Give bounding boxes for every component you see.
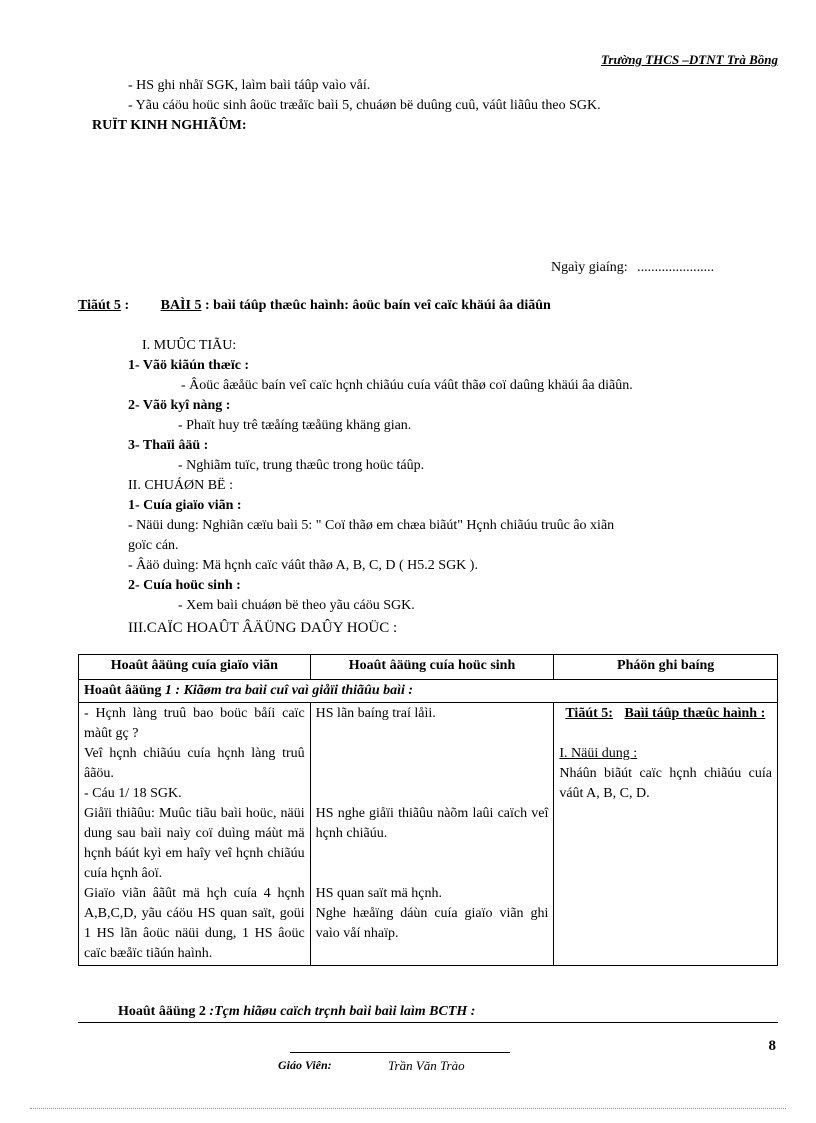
school-header: Trường THCS –DTNT Trà Bồng bbox=[600, 52, 778, 67]
gb-noi-dung: I. Näüi dung : bbox=[559, 746, 638, 761]
thai-do-text: - Nghiãm tuïc, trung thæûc trong hoüc táûp. bbox=[178, 458, 425, 473]
signature-line bbox=[290, 1052, 510, 1053]
chuan-bi-heading: II. CHUÁØN BË : bbox=[128, 478, 233, 493]
teacher-label: Giáo Viên: bbox=[278, 1058, 332, 1072]
activity-1-content-row bbox=[79, 703, 778, 966]
ghi-bang-column bbox=[554, 703, 778, 966]
hs-column bbox=[310, 703, 554, 966]
page-number: 8 bbox=[768, 1038, 776, 1054]
activity-table bbox=[78, 654, 778, 966]
do-dung-text: - Âäö duìng: Mä hçnh caïc váût thãø A, B, C, D ( H5.2 SGK ). bbox=[128, 558, 478, 573]
lesson-title bbox=[78, 296, 551, 316]
ngay-giang-text: Ngaìy giaíng: bbox=[551, 260, 628, 275]
cua-hs-heading: 2- Cuía hoüc sinh : bbox=[128, 578, 241, 593]
muc-tieu-heading: I. MUÛC TIÃU: bbox=[142, 338, 237, 353]
lesson-tiet: Tiãút 5 bbox=[78, 298, 121, 313]
lesson-title-text: : baìi táûp thæûc haình: âoüc baín veî caïc khäúi âa diãûn bbox=[204, 298, 551, 313]
tien-trinh-heading: III.CAÏC HOAÛT ÂÄÜNG DAÛY HOÜC : bbox=[128, 620, 398, 636]
rut-kinh-nghiem-heading: RUÏT KINH NGHIÃÛM: bbox=[92, 118, 247, 133]
hs-item-3: HS quan saït mä hçnh. bbox=[315, 886, 443, 901]
activity-1-desc: 1 : Kiãøm tra baìi cuî vaì giåïi thiãûu baìi : bbox=[164, 683, 414, 698]
gv-item-2: Veî hçnh chiãúu cuía hçnh làng truû âãöu. bbox=[84, 746, 305, 781]
gb-title: Baìi táûp thæûc haình : bbox=[624, 706, 766, 721]
gb-text: Nháûn biãút caïc hçnh chiãúu cuía váût A, B, C, D. bbox=[559, 766, 772, 801]
gv-item-3: - Cáu 1/ 18 SGK. bbox=[84, 786, 182, 801]
hs-item-4: Nghe hæåïng dáùn cuía giaïo viãn ghi vaìo våí nhaïp. bbox=[315, 906, 549, 941]
activity-2-desc: :Tçm hiãøu caïch trçnh baìi baìi laìm BCTH : bbox=[209, 1004, 476, 1019]
activity-1-label: Hoaût âäüng bbox=[84, 683, 162, 698]
kien-thuc-heading: 1- Vãö kiãún thæïc : bbox=[128, 358, 250, 373]
cua-hs-text: - Xem baìi chuáøn bë theo yãu cáöu SGK. bbox=[178, 598, 415, 613]
noi-dung-line-1: - Näüi dung: Nghiãn cæïu baìi 5: " Coï thãø em chæa biãút" Hçnh chiãúu truûc âo xiãn bbox=[128, 518, 615, 533]
hs-item-1: HS lãn baíng traí låìi. bbox=[315, 706, 436, 721]
thai-do-heading: 3- Thaïi âäü : bbox=[128, 438, 209, 453]
table-header-row bbox=[79, 655, 778, 680]
hs-item-2: HS nghe giåïi thiãûu nàõm laûi caïch veî hçnh chiãúu. bbox=[315, 806, 549, 841]
gv-item-1: - Hçnh làng truû bao boüc båíi caïc màût gç ? bbox=[84, 706, 305, 741]
ky-nang-heading: 2- Vãö kyî nàng : bbox=[128, 398, 231, 413]
activity-2-label: Hoaût âäüng 2 bbox=[118, 1004, 206, 1019]
lesson-bai: BAÌI 5 bbox=[160, 298, 202, 313]
page-edge bbox=[30, 1108, 786, 1109]
header-hs: Hoaût âäüng cuía hoüc sinh bbox=[310, 655, 554, 680]
ky-nang-text: - Phaït huy trê tæåíng tæåüng khäng gian. bbox=[178, 418, 412, 433]
homework-line-2: - Yãu cáöu hoüc sinh âoüc træåïc baìi 5, chuáøn bë duûng cuû, váût liãûu theo SGK. bbox=[128, 98, 601, 113]
header-ghi-bang: Pháön ghi baíng bbox=[554, 655, 778, 680]
homework-line-1: - HS ghi nhåï SGK, laìm baìi táûp vaìo våí. bbox=[128, 78, 371, 93]
activity-1-title bbox=[79, 680, 778, 703]
activity-2-title bbox=[118, 1002, 475, 1022]
ngay-giang-label bbox=[551, 258, 714, 278]
ngay-giang-dots: ...................... bbox=[637, 260, 715, 275]
gv-item-5: Giaïo viãn âãût mä hçh cuía 4 hçnh A,B,C,D, yãu cáöu HS quan saït, goüi 1 HS lãn âoüc näüi dung, 1 HS âoüc caïc bæåïc tiãún haình. bbox=[84, 886, 305, 961]
activity-1-row bbox=[79, 680, 778, 703]
gv-item-4: Giåïi thiãûu: Muûc tiãu baìi hoüc, näüi dung sau baìi naìy coï duìng máùt mä hçnh báút kyì em haîy veî hçnh chiãúu cuía hçnh âoï. bbox=[84, 806, 305, 881]
cua-gv-heading: 1- Cuía giaïo viãn : bbox=[128, 498, 242, 513]
header-gv: Hoaût âäüng cuía giaïo viãn bbox=[79, 655, 311, 680]
teacher-name: Trần Văn Trào bbox=[388, 1058, 465, 1073]
kien-thuc-text: - Âoüc âæåüc baín veî caïc hçnh chiãúu cuía váût thãø coï daûng khäúi âa diãûn. bbox=[181, 378, 633, 393]
lesson-colon: : bbox=[124, 298, 130, 313]
noi-dung-line-2: goïc cán. bbox=[128, 538, 179, 553]
bottom-rule bbox=[78, 1022, 778, 1023]
gb-lesson bbox=[559, 704, 772, 724]
gb-tiet: Tiãút 5: bbox=[565, 706, 613, 721]
gv-column bbox=[79, 703, 311, 966]
